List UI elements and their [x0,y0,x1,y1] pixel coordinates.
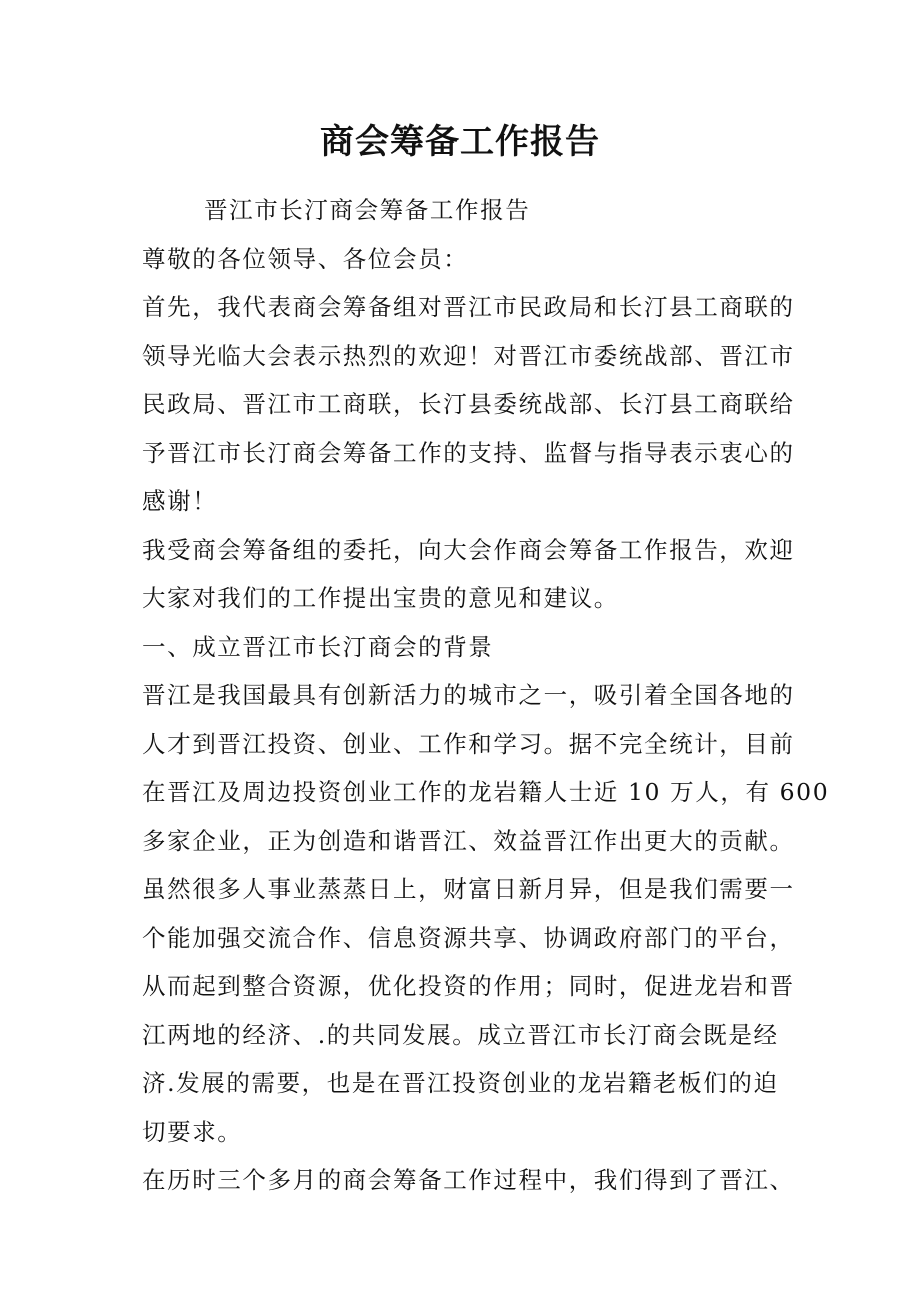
text-line: 我受商会筹备组的委托，向大会作商会筹备工作报告，欢迎 [142,535,795,564]
document-title: 商会筹备工作报告 [320,122,600,162]
text-line: 人才到晋江投资、创业、工作和学习。据不完全统计，目前 [142,729,795,758]
text-line: 个能加强交流合作、信息资源共享、协调政府部门的平台， [142,923,795,952]
text-line: 从而起到整合资源，优化投资的作用；同时，促进龙岩和晋 [142,972,795,1000]
text-line: 切要求。 [142,1117,243,1146]
text-line: 济.发展的需要，也是在晋江投资创业的龙岩籍老板们的迫 [142,1069,779,1097]
text-line: 在历时三个多月的商会筹备工作过程中，我们得到了晋江、 [142,1166,795,1194]
text-line: 多家企业，正为创造和谐晋江、效益晋江作出更大的贡献。 [142,826,795,855]
salutation: 尊敬的各位领导、各位会员： [142,244,469,273]
section-heading: 一、成立晋江市长汀商会的背景 [142,632,494,661]
text-line: 领导光临大会表示热烈的欢迎！对晋江市委统战部、晋江市 [142,341,795,370]
text-line: 首先，我代表商会筹备组对晋江市民政局和长汀县工商联的 [142,293,795,321]
text-line: 虽然很多人事业蒸蒸日上，财富日新月异，但是我们需要一 [142,875,795,903]
text-line: 晋江是我国最具有创新活力的城市之一，吸引着全国各地的 [142,681,795,709]
text-line: 大家对我们的工作提出宝贵的意见和建议。 [142,584,619,612]
text-line: 感谢！ [142,487,218,515]
text-line: 予晋江市长汀商会筹备工作的支持、监督与指导表示衷心的 [142,438,795,467]
text-line: 民政局、晋江市工商联，长汀县委统战部、长汀县工商联给 [142,390,795,418]
text-line: 在晋江及周边投资创业工作的龙岩籍人士近 10 万人，有 600 [142,778,830,806]
report-subtitle: 晋江市长汀商会筹备工作报告 [204,196,531,224]
text-line: 江两地的经济、.的共同发展。成立晋江市长汀商会既是经 [142,1020,779,1049]
document-body [142,186,830,1205]
